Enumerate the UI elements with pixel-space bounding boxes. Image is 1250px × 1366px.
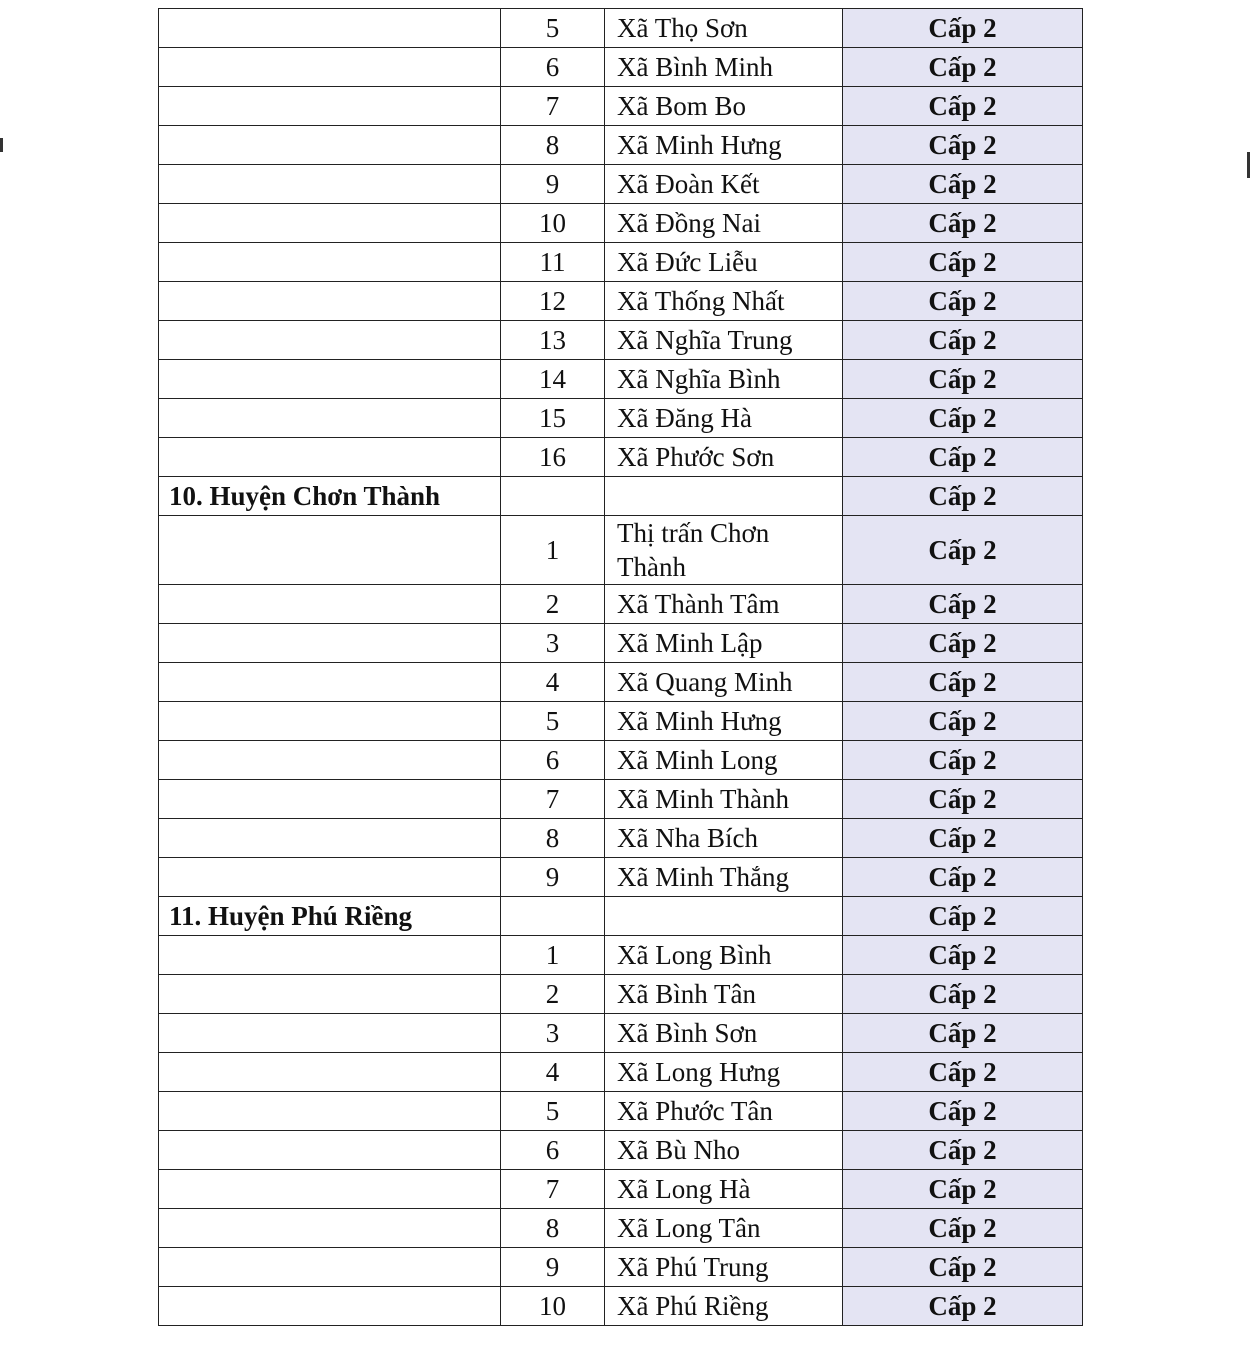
district-cell bbox=[159, 243, 501, 282]
table-body bbox=[159, 9, 1083, 1326]
table-row bbox=[159, 585, 1083, 624]
district-cell bbox=[159, 321, 501, 360]
commune-name-cell: Xã Minh Long bbox=[605, 741, 843, 780]
table-row bbox=[159, 780, 1083, 819]
row-number-cell: 3 bbox=[501, 624, 605, 663]
row-number-cell: 12 bbox=[501, 282, 605, 321]
district-cell bbox=[159, 624, 501, 663]
row-number-cell: 7 bbox=[501, 1170, 605, 1209]
row-number-cell: 11 bbox=[501, 243, 605, 282]
row-number-cell: 4 bbox=[501, 663, 605, 702]
district-cell bbox=[159, 516, 501, 585]
level-cell: Cấp 2 bbox=[843, 399, 1083, 438]
commune-name-cell: Xã Nghĩa Trung bbox=[605, 321, 843, 360]
level-cell: Cấp 2 bbox=[843, 516, 1083, 585]
level-cell: Cấp 2 bbox=[843, 48, 1083, 87]
commune-name-cell: Xã Phú Trung bbox=[605, 1248, 843, 1287]
table-row bbox=[159, 165, 1083, 204]
commune-name-cell: Xã Quang Minh bbox=[605, 663, 843, 702]
commune-name-cell: Xã Nha Bích bbox=[605, 819, 843, 858]
table-row bbox=[159, 1092, 1083, 1131]
table-row bbox=[159, 126, 1083, 165]
district-cell bbox=[159, 663, 501, 702]
district-cell bbox=[159, 1170, 501, 1209]
district-cell bbox=[159, 585, 501, 624]
commune-name-cell: Xã Đăng Hà bbox=[605, 399, 843, 438]
commune-name-cell: Xã Bình Sơn bbox=[605, 1014, 843, 1053]
level-cell: Cấp 2 bbox=[843, 438, 1083, 477]
commune-name-cell: Xã Minh Thành bbox=[605, 780, 843, 819]
table-row bbox=[159, 243, 1083, 282]
district-cell bbox=[159, 438, 501, 477]
row-number-cell: 6 bbox=[501, 48, 605, 87]
level-cell: Cấp 2 bbox=[843, 624, 1083, 663]
level-cell: Cấp 2 bbox=[843, 1248, 1083, 1287]
table-row bbox=[159, 282, 1083, 321]
table-row bbox=[159, 702, 1083, 741]
row-number-cell: 13 bbox=[501, 321, 605, 360]
district-cell bbox=[159, 702, 501, 741]
table-row bbox=[159, 975, 1083, 1014]
row-number-cell: 16 bbox=[501, 438, 605, 477]
level-cell: Cấp 2 bbox=[843, 741, 1083, 780]
commune-name-cell bbox=[605, 897, 843, 936]
district-cell bbox=[159, 780, 501, 819]
level-cell: Cấp 2 bbox=[843, 1131, 1083, 1170]
district-cell bbox=[159, 1092, 501, 1131]
district-cell bbox=[159, 1053, 501, 1092]
row-number-cell: 7 bbox=[501, 780, 605, 819]
district-cell: 10. Huyện Chơn Thành bbox=[159, 477, 501, 516]
district-cell bbox=[159, 282, 501, 321]
row-number-cell: 1 bbox=[501, 516, 605, 585]
table-row bbox=[159, 204, 1083, 243]
commune-name-cell: Xã Phú Riềng bbox=[605, 1287, 843, 1326]
table-row bbox=[159, 516, 1083, 585]
commune-name-cell: Xã Phước Tân bbox=[605, 1092, 843, 1131]
level-cell: Cấp 2 bbox=[843, 663, 1083, 702]
district-cell bbox=[159, 741, 501, 780]
table-row bbox=[159, 1209, 1083, 1248]
row-number-cell: 10 bbox=[501, 204, 605, 243]
commune-name-cell: Xã Minh Hưng bbox=[605, 126, 843, 165]
district-cell: 11. Huyện Phú Riềng bbox=[159, 897, 501, 936]
district-cell bbox=[159, 1131, 501, 1170]
level-cell: Cấp 2 bbox=[843, 1014, 1083, 1053]
level-cell: Cấp 2 bbox=[843, 819, 1083, 858]
commune-name-cell: Xã Phước Sơn bbox=[605, 438, 843, 477]
row-number-cell: 4 bbox=[501, 1053, 605, 1092]
row-number-cell: 14 bbox=[501, 360, 605, 399]
commune-name-cell: Xã Bù Nho bbox=[605, 1131, 843, 1170]
commune-name-cell: Xã Long Tân bbox=[605, 1209, 843, 1248]
table-row bbox=[159, 936, 1083, 975]
row-number-cell: 10 bbox=[501, 1287, 605, 1326]
commune-name-cell: Xã Nghĩa Bình bbox=[605, 360, 843, 399]
level-cell: Cấp 2 bbox=[843, 780, 1083, 819]
table-row bbox=[159, 360, 1083, 399]
district-cell bbox=[159, 975, 501, 1014]
district-cell bbox=[159, 87, 501, 126]
table-row bbox=[159, 48, 1083, 87]
row-number-cell: 9 bbox=[501, 1248, 605, 1287]
commune-name-cell: Xã Minh Lập bbox=[605, 624, 843, 663]
commune-name-cell: Xã Đoàn Kết bbox=[605, 165, 843, 204]
row-number-cell: 3 bbox=[501, 1014, 605, 1053]
level-cell: Cấp 2 bbox=[843, 87, 1083, 126]
district-cell bbox=[159, 1209, 501, 1248]
row-number-cell: 8 bbox=[501, 1209, 605, 1248]
row-number-cell: 7 bbox=[501, 87, 605, 126]
scan-edge-mark-left bbox=[0, 138, 3, 152]
district-cell bbox=[159, 858, 501, 897]
level-cell: Cấp 2 bbox=[843, 858, 1083, 897]
commune-name-cell: Xã Thọ Sơn bbox=[605, 9, 843, 48]
row-number-cell: 9 bbox=[501, 165, 605, 204]
district-cell bbox=[159, 1248, 501, 1287]
table-row bbox=[159, 741, 1083, 780]
commune-level-table bbox=[158, 8, 1083, 1326]
row-number-cell: 8 bbox=[501, 126, 605, 165]
level-cell: Cấp 2 bbox=[843, 897, 1083, 936]
commune-name-cell: Xã Đồng Nai bbox=[605, 204, 843, 243]
level-cell: Cấp 2 bbox=[843, 1209, 1083, 1248]
row-number-cell: 2 bbox=[501, 585, 605, 624]
commune-name-cell: Xã Bình Tân bbox=[605, 975, 843, 1014]
commune-name-cell: Xã Bom Bo bbox=[605, 87, 843, 126]
table-row bbox=[159, 1053, 1083, 1092]
district-cell bbox=[159, 9, 501, 48]
table-row bbox=[159, 1131, 1083, 1170]
level-cell: Cấp 2 bbox=[843, 243, 1083, 282]
level-cell: Cấp 2 bbox=[843, 1053, 1083, 1092]
row-number-cell bbox=[501, 477, 605, 516]
commune-name-cell: Xã Minh Thắng bbox=[605, 858, 843, 897]
row-number-cell: 6 bbox=[501, 1131, 605, 1170]
level-cell: Cấp 2 bbox=[843, 165, 1083, 204]
level-cell: Cấp 2 bbox=[843, 1092, 1083, 1131]
level-cell: Cấp 2 bbox=[843, 975, 1083, 1014]
table-row bbox=[159, 399, 1083, 438]
table-row bbox=[159, 9, 1083, 48]
level-cell: Cấp 2 bbox=[843, 1170, 1083, 1209]
row-number-cell: 1 bbox=[501, 936, 605, 975]
district-cell bbox=[159, 204, 501, 243]
commune-name-cell bbox=[605, 477, 843, 516]
row-number-cell: 8 bbox=[501, 819, 605, 858]
row-number-cell bbox=[501, 897, 605, 936]
table-row bbox=[159, 624, 1083, 663]
table-row bbox=[159, 321, 1083, 360]
district-cell bbox=[159, 48, 501, 87]
table-row bbox=[159, 1170, 1083, 1209]
district-cell bbox=[159, 165, 501, 204]
row-number-cell: 9 bbox=[501, 858, 605, 897]
level-cell: Cấp 2 bbox=[843, 126, 1083, 165]
level-cell: Cấp 2 bbox=[843, 477, 1083, 516]
commune-name-cell: Xã Long Hưng bbox=[605, 1053, 843, 1092]
district-cell bbox=[159, 126, 501, 165]
district-cell bbox=[159, 360, 501, 399]
table-row bbox=[159, 87, 1083, 126]
district-cell bbox=[159, 936, 501, 975]
level-cell: Cấp 2 bbox=[843, 360, 1083, 399]
table-row bbox=[159, 1014, 1083, 1053]
commune-name-cell: Xã Đức Liễu bbox=[605, 243, 843, 282]
district-cell bbox=[159, 819, 501, 858]
table-row bbox=[159, 1287, 1083, 1326]
row-number-cell: 5 bbox=[501, 1092, 605, 1131]
commune-name-cell: Thị trấn Chơn Thành bbox=[605, 516, 843, 585]
level-cell: Cấp 2 bbox=[843, 321, 1083, 360]
commune-name-cell: Xã Thành Tâm bbox=[605, 585, 843, 624]
district-cell bbox=[159, 1287, 501, 1326]
level-cell: Cấp 2 bbox=[843, 936, 1083, 975]
level-cell: Cấp 2 bbox=[843, 282, 1083, 321]
level-cell: Cấp 2 bbox=[843, 204, 1083, 243]
row-number-cell: 15 bbox=[501, 399, 605, 438]
level-cell: Cấp 2 bbox=[843, 1287, 1083, 1326]
commune-name-cell: Xã Long Hà bbox=[605, 1170, 843, 1209]
table-row bbox=[159, 663, 1083, 702]
table-row bbox=[159, 438, 1083, 477]
table-row bbox=[159, 819, 1083, 858]
level-cell: Cấp 2 bbox=[843, 9, 1083, 48]
table-row bbox=[159, 1248, 1083, 1287]
commune-name-cell: Xã Bình Minh bbox=[605, 48, 843, 87]
level-cell: Cấp 2 bbox=[843, 585, 1083, 624]
row-number-cell: 2 bbox=[501, 975, 605, 1014]
row-number-cell: 5 bbox=[501, 9, 605, 48]
district-cell bbox=[159, 399, 501, 438]
level-cell: Cấp 2 bbox=[843, 702, 1083, 741]
commune-name-cell: Xã Long Bình bbox=[605, 936, 843, 975]
row-number-cell: 5 bbox=[501, 702, 605, 741]
commune-name-cell: Xã Minh Hưng bbox=[605, 702, 843, 741]
district-header-row bbox=[159, 897, 1083, 936]
district-cell bbox=[159, 1014, 501, 1053]
row-number-cell: 6 bbox=[501, 741, 605, 780]
district-header-row bbox=[159, 477, 1083, 516]
commune-name-cell: Xã Thống Nhất bbox=[605, 282, 843, 321]
table-row bbox=[159, 858, 1083, 897]
